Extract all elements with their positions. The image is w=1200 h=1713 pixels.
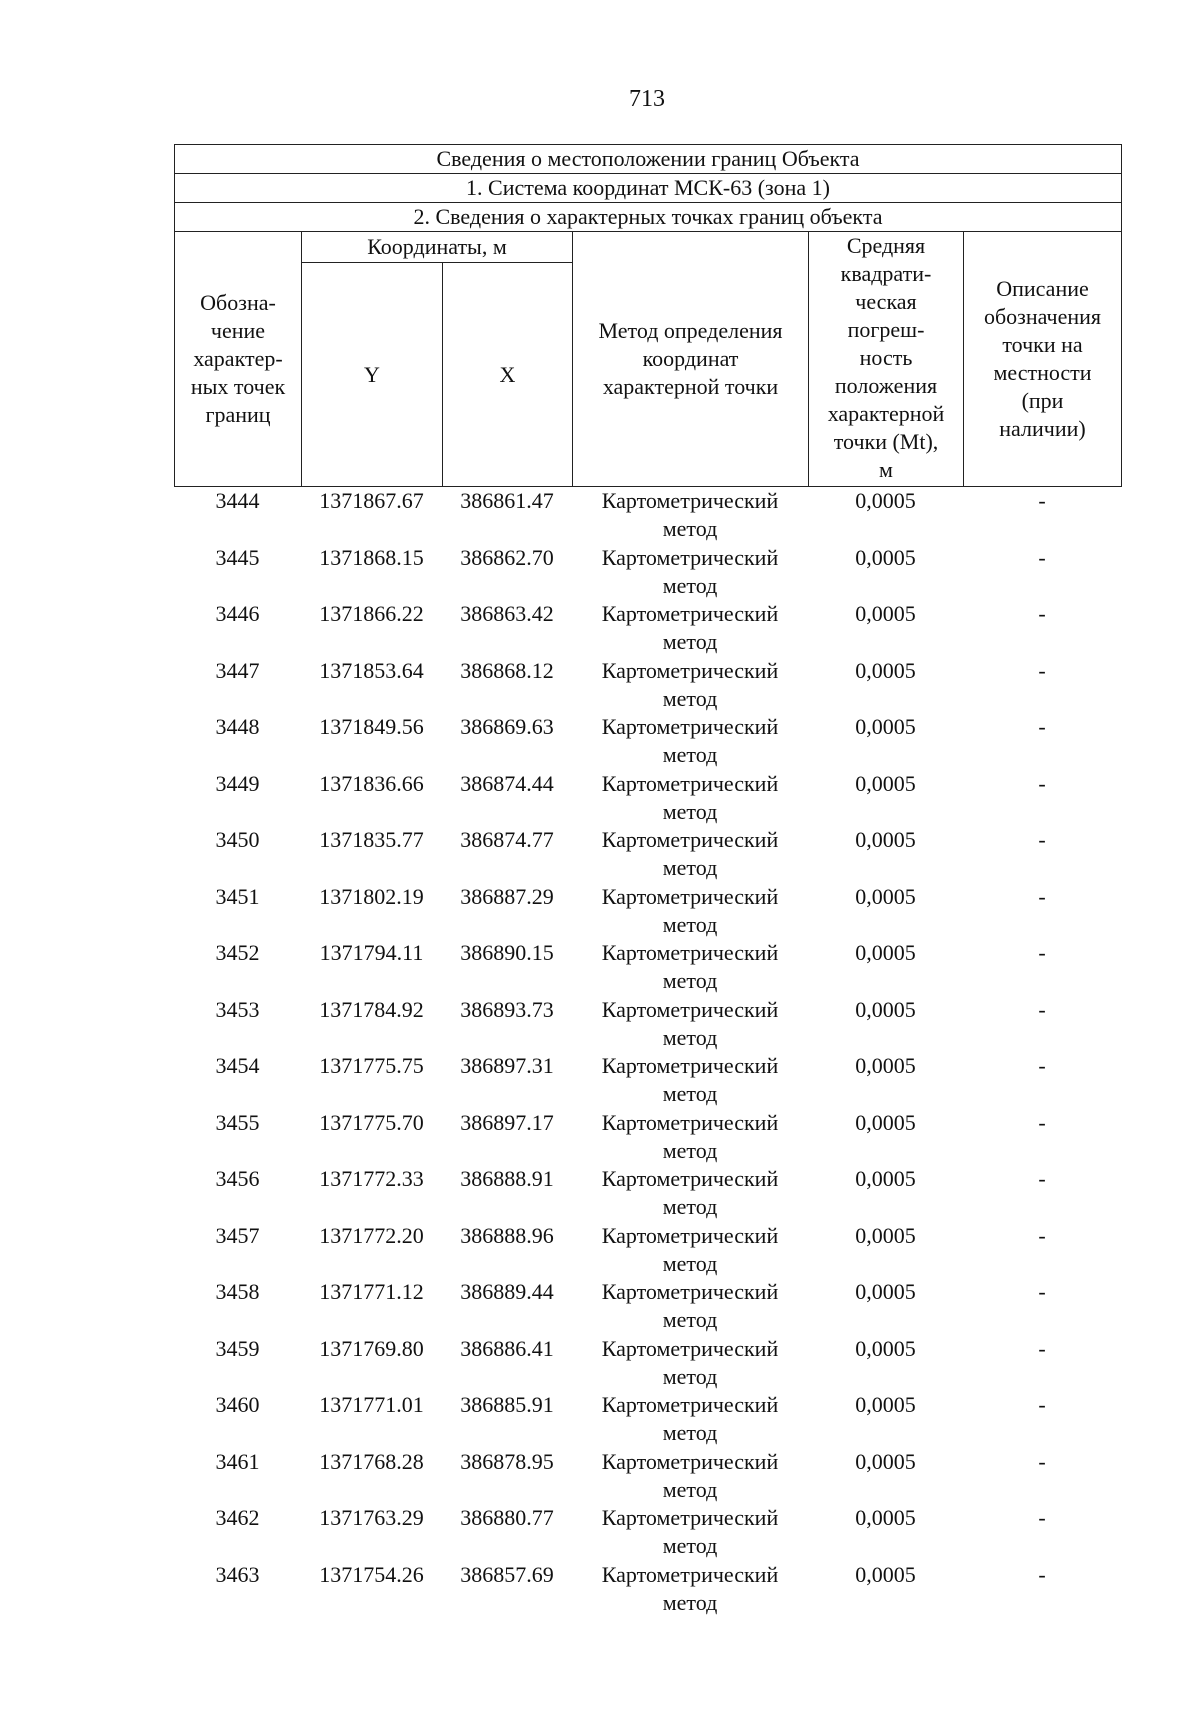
cell-method: Картометрический метод [601, 883, 779, 937]
cell-coord-y: 1371775.70 [319, 1109, 424, 1135]
cell-method: Картометрический метод [601, 544, 779, 598]
cell-coord-x: 386857.69 [460, 1561, 554, 1587]
cell-error: 0,0005 [855, 827, 916, 852]
cell-point-id: 3446 [215, 601, 260, 626]
header-x: X [443, 263, 573, 487]
cell-coord-y: 1371772.20 [319, 1222, 424, 1248]
table-row [174, 657, 1121, 714]
cell-description: - [1038, 1448, 1046, 1474]
cell-method: Картометрический метод [601, 1505, 779, 1558]
points-table-body [174, 487, 1121, 1617]
cell-point-id: 3456 [215, 1166, 260, 1191]
table-row [174, 1278, 1121, 1335]
cell-coord-y: 1371754.26 [319, 1561, 424, 1587]
cell-error: 0,0005 [855, 488, 916, 513]
cell-error: 0,0005 [855, 1279, 916, 1304]
table-row [174, 1391, 1121, 1448]
cell-error: 0,0005 [855, 1053, 916, 1078]
cell-method: Картометрический метод [601, 601, 779, 654]
cell-method: Картометрический метод [601, 657, 779, 711]
cell-coord-y: 1371775.75 [319, 1053, 424, 1078]
table-title: Сведения о местоположении границ Объекта [175, 145, 1122, 174]
table-row [174, 1335, 1121, 1392]
table-row [174, 996, 1121, 1053]
cell-method: Картометрический метод [601, 827, 779, 880]
header-description: Описание обозначения точки на местности (при наличии) [964, 232, 1122, 487]
cell-description: - [1038, 883, 1046, 909]
cell-method: Картометрический метод [601, 1392, 779, 1445]
cell-coord-y: 1371769.80 [319, 1335, 424, 1361]
cell-coord-y: 1371772.33 [319, 1166, 424, 1191]
cell-coord-y: 1371794.11 [319, 940, 424, 965]
cell-coord-x: 386897.31 [460, 1053, 554, 1078]
cell-point-id: 3461 [215, 1448, 260, 1474]
table-row [174, 1165, 1121, 1222]
cell-coord-y: 1371768.28 [319, 1448, 424, 1474]
cell-method: Картометрический метод [601, 1053, 779, 1106]
cell-method: Картометрический метод [601, 1279, 779, 1332]
table-row [174, 1052, 1121, 1109]
cell-coord-y: 1371784.92 [319, 996, 424, 1022]
cell-error: 0,0005 [855, 544, 916, 570]
cell-coord-y: 1371836.66 [319, 770, 424, 796]
cell-error: 0,0005 [855, 1335, 916, 1361]
cell-method: Картометрический метод [601, 1448, 779, 1502]
cell-error: 0,0005 [855, 996, 916, 1022]
cell-coord-x: 386874.44 [460, 770, 554, 796]
cell-point-id: 3455 [215, 1109, 260, 1135]
cell-coord-y: 1371866.22 [319, 601, 424, 626]
cell-coord-x: 386869.63 [460, 714, 554, 739]
cell-method: Картометрический метод [601, 1335, 779, 1389]
cell-coord-y: 1371771.01 [319, 1392, 424, 1417]
cell-coord-x: 386868.12 [460, 657, 554, 683]
cell-description: - [1038, 488, 1046, 513]
cell-method: Картометрический метод [601, 1166, 779, 1219]
cell-method: Картометрический метод [601, 1222, 779, 1276]
cell-description: - [1038, 601, 1046, 626]
cell-coord-x: 386897.17 [460, 1109, 554, 1135]
coordinates-sheet [174, 144, 1121, 1617]
cell-point-id: 3452 [215, 940, 260, 965]
table-row [174, 826, 1121, 883]
cell-error: 0,0005 [855, 1448, 916, 1474]
cell-method: Картометрический метод [601, 714, 779, 767]
cell-coord-x: 386878.95 [460, 1448, 554, 1474]
cell-error: 0,0005 [855, 883, 916, 909]
cell-coord-x: 386880.77 [460, 1505, 554, 1530]
cell-point-id: 3459 [215, 1335, 260, 1361]
cell-coord-y: 1371867.67 [319, 488, 424, 513]
cell-description: - [1038, 1279, 1046, 1304]
points-table [174, 487, 1121, 1617]
table-row [174, 1222, 1121, 1279]
cell-point-id: 3447 [215, 657, 260, 683]
cell-point-id: 3453 [215, 996, 260, 1022]
cell-coord-y: 1371835.77 [319, 827, 424, 852]
header-coordinates: Координаты, м [302, 232, 573, 263]
cell-error: 0,0005 [855, 1505, 916, 1530]
cell-description: - [1038, 996, 1046, 1022]
cell-error: 0,0005 [855, 1166, 916, 1191]
cell-point-id: 3463 [215, 1561, 260, 1587]
cell-error: 0,0005 [855, 1109, 916, 1135]
cell-point-id: 3460 [215, 1392, 260, 1417]
cell-coord-y: 1371853.64 [319, 657, 424, 683]
cell-method: Картометрический метод [601, 488, 779, 541]
cell-error: 0,0005 [855, 657, 916, 683]
cell-error: 0,0005 [855, 601, 916, 626]
table-row [174, 600, 1121, 657]
table-row [174, 883, 1121, 940]
table-row [174, 770, 1121, 827]
cell-coord-x: 386863.42 [460, 601, 554, 626]
cell-error: 0,0005 [855, 1222, 916, 1248]
cell-point-id: 3449 [215, 770, 260, 796]
cell-coord-x: 386893.73 [460, 996, 554, 1022]
cell-description: - [1038, 1505, 1046, 1530]
cell-description: - [1038, 940, 1046, 965]
table-row [174, 544, 1121, 601]
cell-error: 0,0005 [855, 940, 916, 965]
cell-description: - [1038, 770, 1046, 796]
header-method: Метод определения координат характерной точки [573, 232, 809, 487]
cell-coord-x: 386885.91 [460, 1392, 554, 1417]
cell-coord-x: 386862.70 [460, 544, 554, 570]
coordinate-system: 1. Система координат МСК-63 (зона 1) [175, 174, 1122, 203]
table-header [174, 144, 1122, 487]
cell-coord-x: 386890.15 [460, 940, 554, 965]
header-designation: Обозна- чение характер- ных точек границ [175, 232, 302, 487]
cell-coord-x: 386861.47 [460, 488, 554, 513]
cell-method: Картометрический метод [601, 1109, 779, 1163]
table-row [174, 1561, 1121, 1618]
cell-method: Картометрический метод [601, 996, 779, 1050]
table-row [174, 1109, 1121, 1166]
cell-description: - [1038, 657, 1046, 683]
table-row [174, 487, 1121, 544]
cell-description: - [1038, 1222, 1046, 1248]
cell-point-id: 3444 [215, 488, 260, 513]
table-row [174, 713, 1121, 770]
table-row [174, 1448, 1121, 1505]
cell-point-id: 3450 [215, 827, 260, 852]
cell-description: - [1038, 1335, 1046, 1361]
cell-description: - [1038, 1561, 1046, 1587]
cell-coord-x: 386888.96 [460, 1222, 554, 1248]
cell-method: Картометрический метод [601, 940, 779, 993]
cell-method: Картометрический метод [601, 1561, 779, 1615]
cell-error: 0,0005 [855, 1561, 916, 1587]
cell-description: - [1038, 1392, 1046, 1417]
cell-point-id: 3458 [215, 1279, 260, 1304]
cell-coord-y: 1371868.15 [319, 544, 424, 570]
cell-point-id: 3445 [215, 544, 260, 570]
cell-coord-x: 386874.77 [460, 827, 554, 852]
cell-coord-x: 386886.41 [460, 1335, 554, 1361]
cell-coord-y: 1371849.56 [319, 714, 424, 739]
cell-description: - [1038, 544, 1046, 570]
page-number: 713 [629, 86, 665, 112]
cell-coord-y: 1371763.29 [319, 1505, 424, 1530]
cell-coord-x: 386887.29 [460, 883, 554, 909]
cell-method: Картометрический метод [601, 770, 779, 824]
cell-description: - [1038, 1053, 1046, 1078]
cell-error: 0,0005 [855, 1392, 916, 1417]
section-title: 2. Сведения о характерных точках границ объекта [175, 203, 1122, 232]
cell-error: 0,0005 [855, 770, 916, 796]
cell-description: - [1038, 1166, 1046, 1191]
cell-description: - [1038, 1109, 1046, 1135]
header-y: Y [302, 263, 443, 487]
table-row [174, 939, 1121, 996]
cell-coord-y: 1371771.12 [319, 1279, 424, 1304]
cell-point-id: 3448 [215, 714, 260, 739]
cell-coord-x: 386889.44 [460, 1279, 554, 1304]
cell-description: - [1038, 827, 1046, 852]
cell-point-id: 3457 [215, 1222, 260, 1248]
header-error: Средняя квадрати- ческая погреш- ность положения характерной точки (Mt), м [809, 232, 964, 487]
cell-coord-x: 386888.91 [460, 1166, 554, 1191]
table-row [174, 1504, 1121, 1561]
cell-point-id: 3462 [215, 1505, 260, 1530]
cell-description: - [1038, 714, 1046, 739]
cell-point-id: 3454 [215, 1053, 260, 1078]
cell-error: 0,0005 [855, 714, 916, 739]
cell-point-id: 3451 [215, 883, 260, 909]
cell-coord-y: 1371802.19 [319, 883, 424, 909]
